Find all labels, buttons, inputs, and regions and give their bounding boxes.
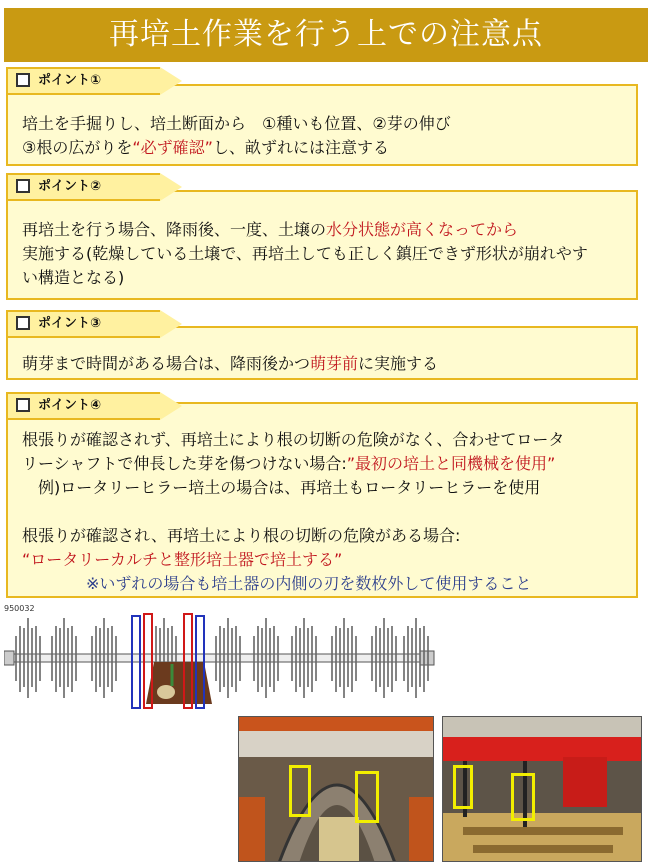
checkbox-icon: [16, 316, 30, 330]
page-title: 再培土作業を行う上での注意点: [4, 8, 648, 62]
text-line: [22, 136, 628, 160]
point-3-label: ポイント③: [38, 316, 102, 331]
text-run: 根張りが確認されず、再培土により根の切断の危険がなく、合わせてロータ: [22, 430, 565, 449]
text-line: [22, 352, 628, 376]
point-1-label: ポイント①: [38, 73, 102, 88]
text-line: [22, 428, 628, 452]
point-4-label: ポイント④: [38, 398, 102, 413]
text-run: ※いずれの場合も培土器の内側の刃を数枚外して使用すること: [22, 574, 532, 593]
text-run: 例)ロータリーヒラー培土の場合は、再培土もロータリーヒラーを使用: [22, 478, 541, 497]
text-line: [22, 500, 628, 524]
tiller-shaft-drawing: [4, 604, 436, 710]
text-run: “必ず確認”: [132, 138, 213, 157]
text-run: し、畝ずれには注意する: [212, 138, 389, 157]
point-3-tag: [6, 310, 160, 338]
text-line: [22, 452, 628, 476]
point-2-tag: [6, 173, 160, 201]
rotary-cultivator-photo-icon: [442, 716, 642, 862]
checkbox-icon: [16, 73, 30, 87]
text-run: “ロータリーカルチと整形培土器で培土する”: [22, 550, 343, 569]
text-line: [22, 524, 628, 548]
text-run: リーシャフトで伸長した芽を傷つけない場合:: [22, 454, 347, 473]
point-4-text: [22, 428, 628, 596]
point-4-box: [6, 402, 638, 598]
text-line: [22, 476, 628, 500]
text-run: 萌芽まで時間がある場合は、降雨後かつ: [22, 354, 311, 373]
text-line: [22, 548, 628, 572]
text-run: 実施する(乾燥している土壌で、再培土しても正しく鎮圧できず形状が崩れやす: [22, 244, 588, 263]
checkbox-icon: [16, 398, 30, 412]
highlight-box: [289, 765, 311, 817]
highlight-box: [355, 771, 379, 823]
furrow-shaper-drawing: [239, 717, 434, 862]
text-run: 再培土を行う場合、降雨後、一度、土壌の: [22, 220, 327, 239]
point-1-box: [6, 84, 638, 166]
text-line: [22, 112, 628, 136]
point-2-text: [22, 218, 628, 290]
point-1-text: [22, 112, 628, 160]
text-run: ”最初の培土と同機械を使用”: [346, 454, 556, 473]
checkbox-icon: [16, 179, 30, 193]
rotary-tiller-shaft-diagram-icon: [4, 604, 436, 710]
point-2-box: [6, 190, 638, 300]
text-line: [22, 572, 628, 596]
point-2-label: ポイント②: [38, 179, 102, 194]
highlight-box: [511, 773, 535, 821]
furrow-shaper-photo-icon: [238, 716, 434, 862]
text-line: [22, 242, 628, 266]
text-line: [22, 218, 628, 242]
point-4-tag: [6, 392, 160, 420]
point-3-text: [22, 352, 628, 376]
text-run: 水分状態が高くなってから: [326, 220, 519, 239]
text-run: い構造となる): [22, 268, 125, 287]
text-run: 根張りが確認され、再培土により根の切断の危険がある場合:: [22, 526, 461, 545]
text-run: に実施する: [358, 354, 439, 373]
text-run: 萌芽前: [310, 354, 359, 373]
text-run: 培土を手掘りし、培土断面から ①種いも位置、②芽の伸び: [22, 114, 451, 133]
highlight-box: [453, 765, 473, 809]
text-run: ③根の広がりを: [22, 138, 133, 157]
point-1-tag: [6, 67, 160, 95]
text-line: [22, 266, 628, 290]
diagram-label: 950032: [4, 604, 35, 613]
